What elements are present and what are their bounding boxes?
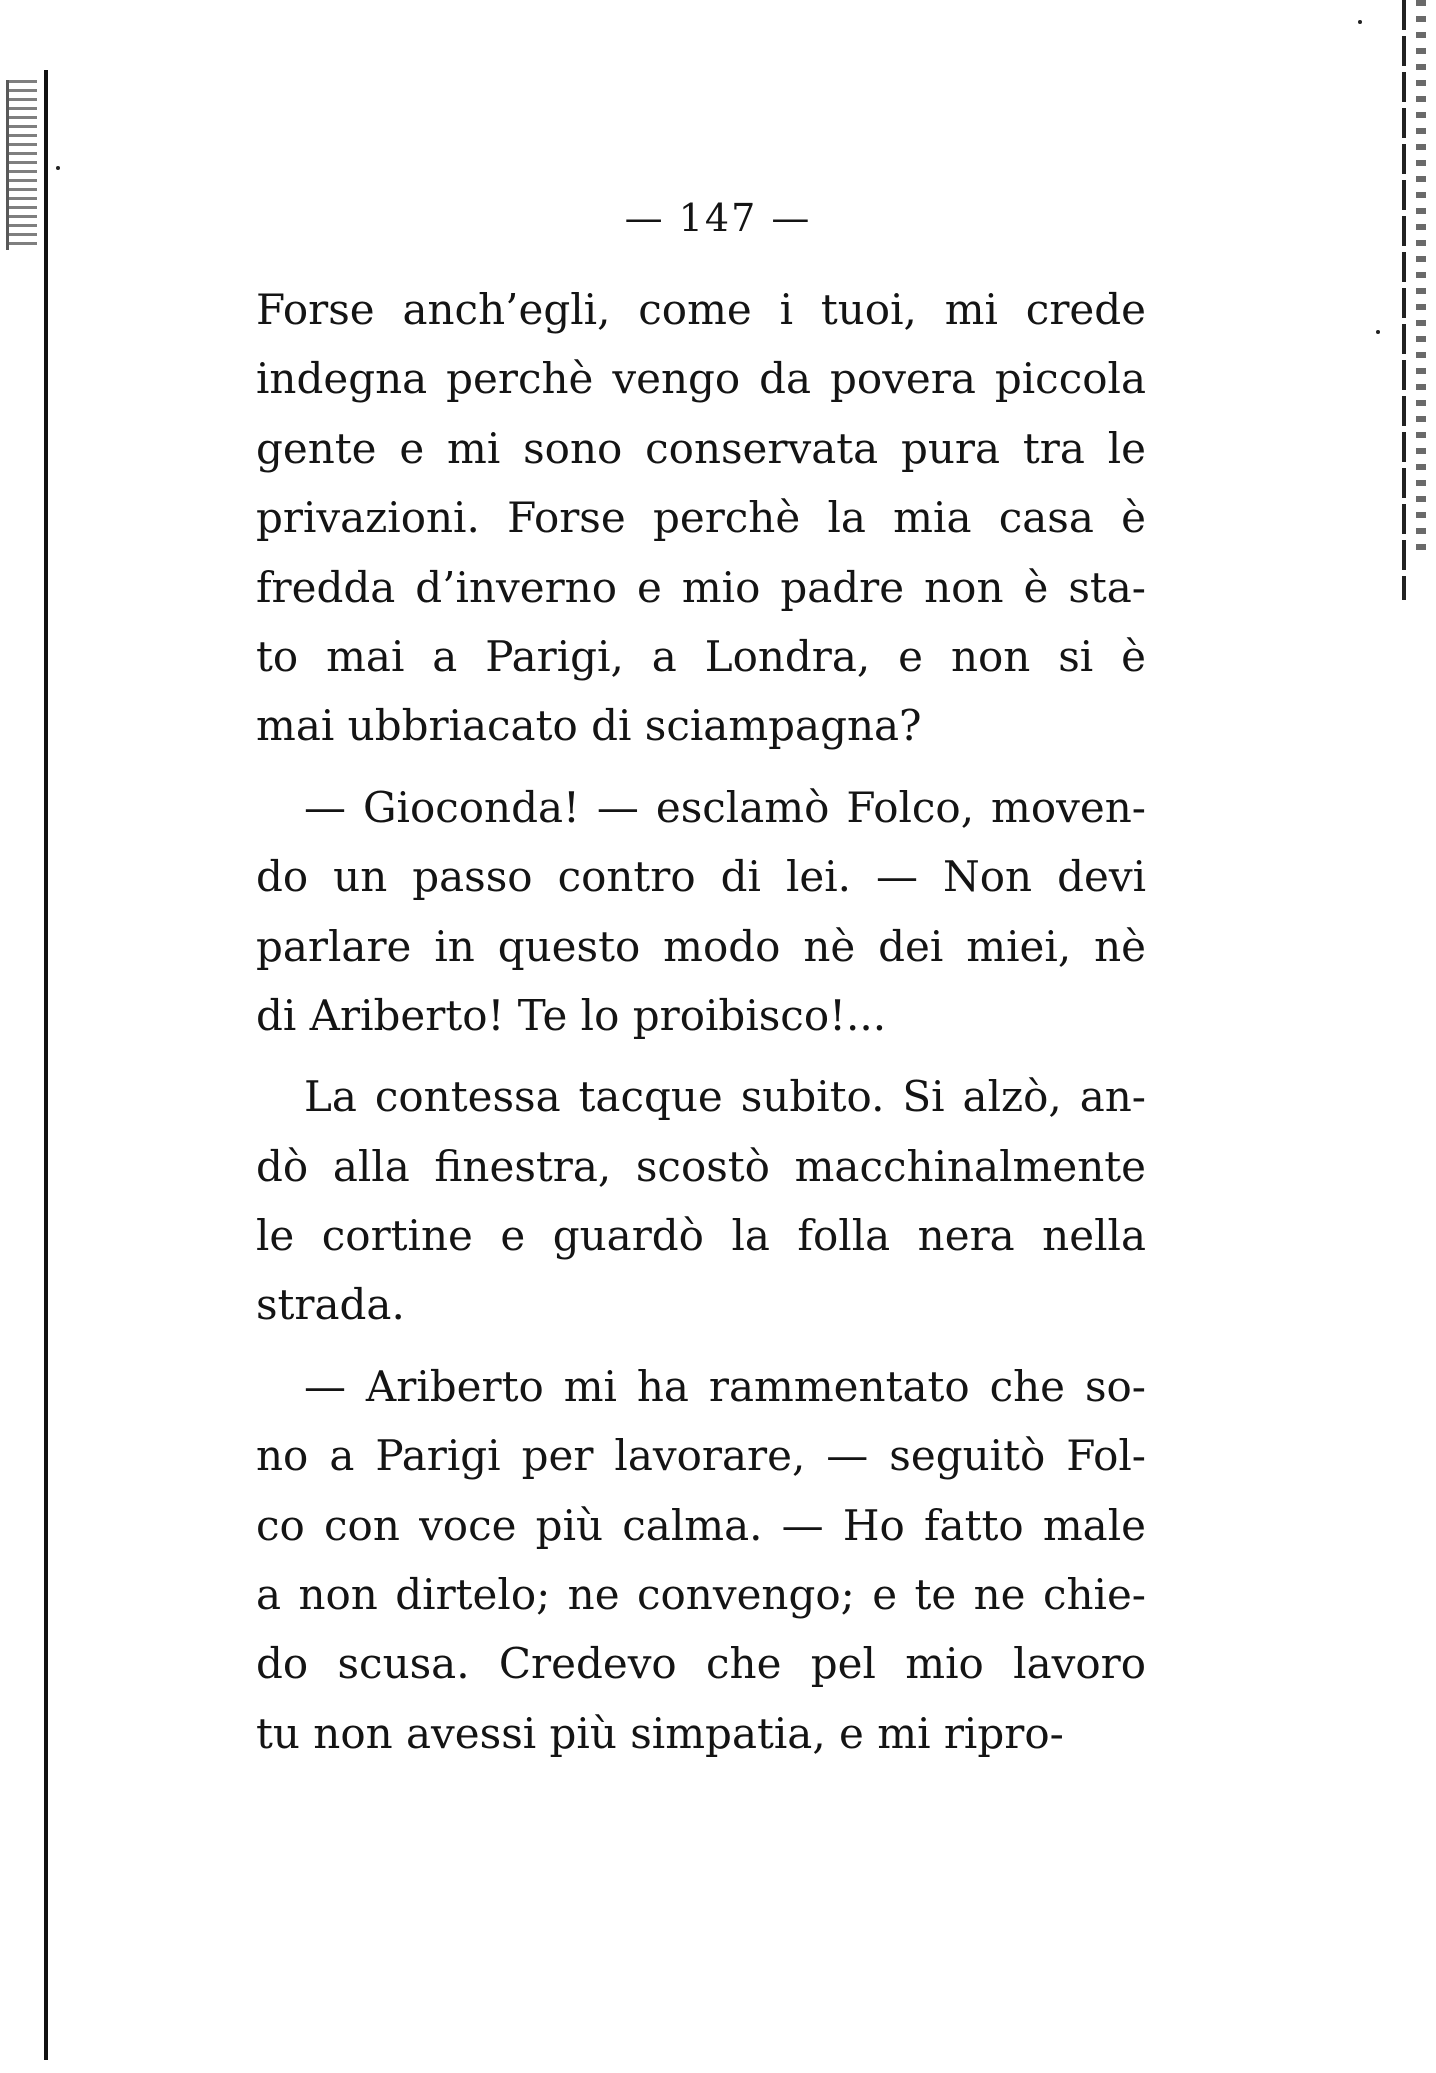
page-edge-right-shadow: [1416, 0, 1426, 560]
text-line: dò alla finestra, scostò macchinalmente: [256, 1141, 1146, 1191]
paragraph-gap: [256, 1340, 1146, 1352]
text-line: co con voce più calma. — Ho fatto male: [256, 1500, 1146, 1550]
text-line: La contessa tacque subito. Si alzò, an-: [304, 1072, 1146, 1122]
paragraph: [256, 773, 1146, 1051]
paragraph: [256, 1062, 1146, 1340]
text-line: strada.: [256, 1280, 405, 1330]
text-line: no a Parigi per lavorare, — seguitò Fol-: [256, 1431, 1146, 1481]
text-line: to mai a Parigi, a Londra, e non si è: [256, 631, 1146, 681]
page-number: — 147 —: [624, 196, 812, 240]
binding-edge: [44, 70, 48, 2060]
text-line: di Ariberto! Te lo proibisco!...: [256, 990, 887, 1040]
scan-speck: [1358, 20, 1362, 24]
scan-speck: [1376, 330, 1380, 334]
text-line: do un passo contro di lei. — Non devi: [256, 852, 1146, 902]
body-text: [256, 275, 1146, 1768]
text-line: a non dirtelo; ne convengo; e te ne chie-: [256, 1570, 1146, 1620]
text-line: gente e mi sono conservata pura tra le: [256, 423, 1146, 473]
text-line: le cortine e guardò la folla nera nella: [256, 1211, 1146, 1261]
page-edge-right: [1402, 0, 1406, 600]
text-line: Forse anch’egli, come i tuoi, mi crede: [256, 285, 1146, 334]
text-line: fredda d’inverno e mio padre non è sta-: [256, 562, 1146, 612]
text-line: indegna perchè vengo da povera piccola: [256, 354, 1146, 404]
scan-speck: [56, 166, 60, 170]
text-line: mai ubbriacato di sciampagna?: [256, 701, 922, 751]
paragraph-gap: [256, 761, 1146, 773]
text-line: tu non avessi più simpatia, e mi ripro-: [256, 1708, 1064, 1758]
text-line: — Gioconda! — esclamò Folco, moven-: [304, 782, 1146, 832]
text-line: privazioni. Forse perchè la mia casa è: [256, 493, 1146, 543]
text-line: — Ariberto mi ha rammentato che so-: [304, 1361, 1146, 1411]
paragraph: [256, 275, 1146, 761]
text-line: do scusa. Credevo che pel mio lavoro: [256, 1639, 1146, 1689]
paragraph-gap: [256, 1050, 1146, 1062]
paragraph: [256, 1352, 1146, 1768]
text-line: parlare in questo modo nè dei miei, nè: [256, 921, 1146, 971]
